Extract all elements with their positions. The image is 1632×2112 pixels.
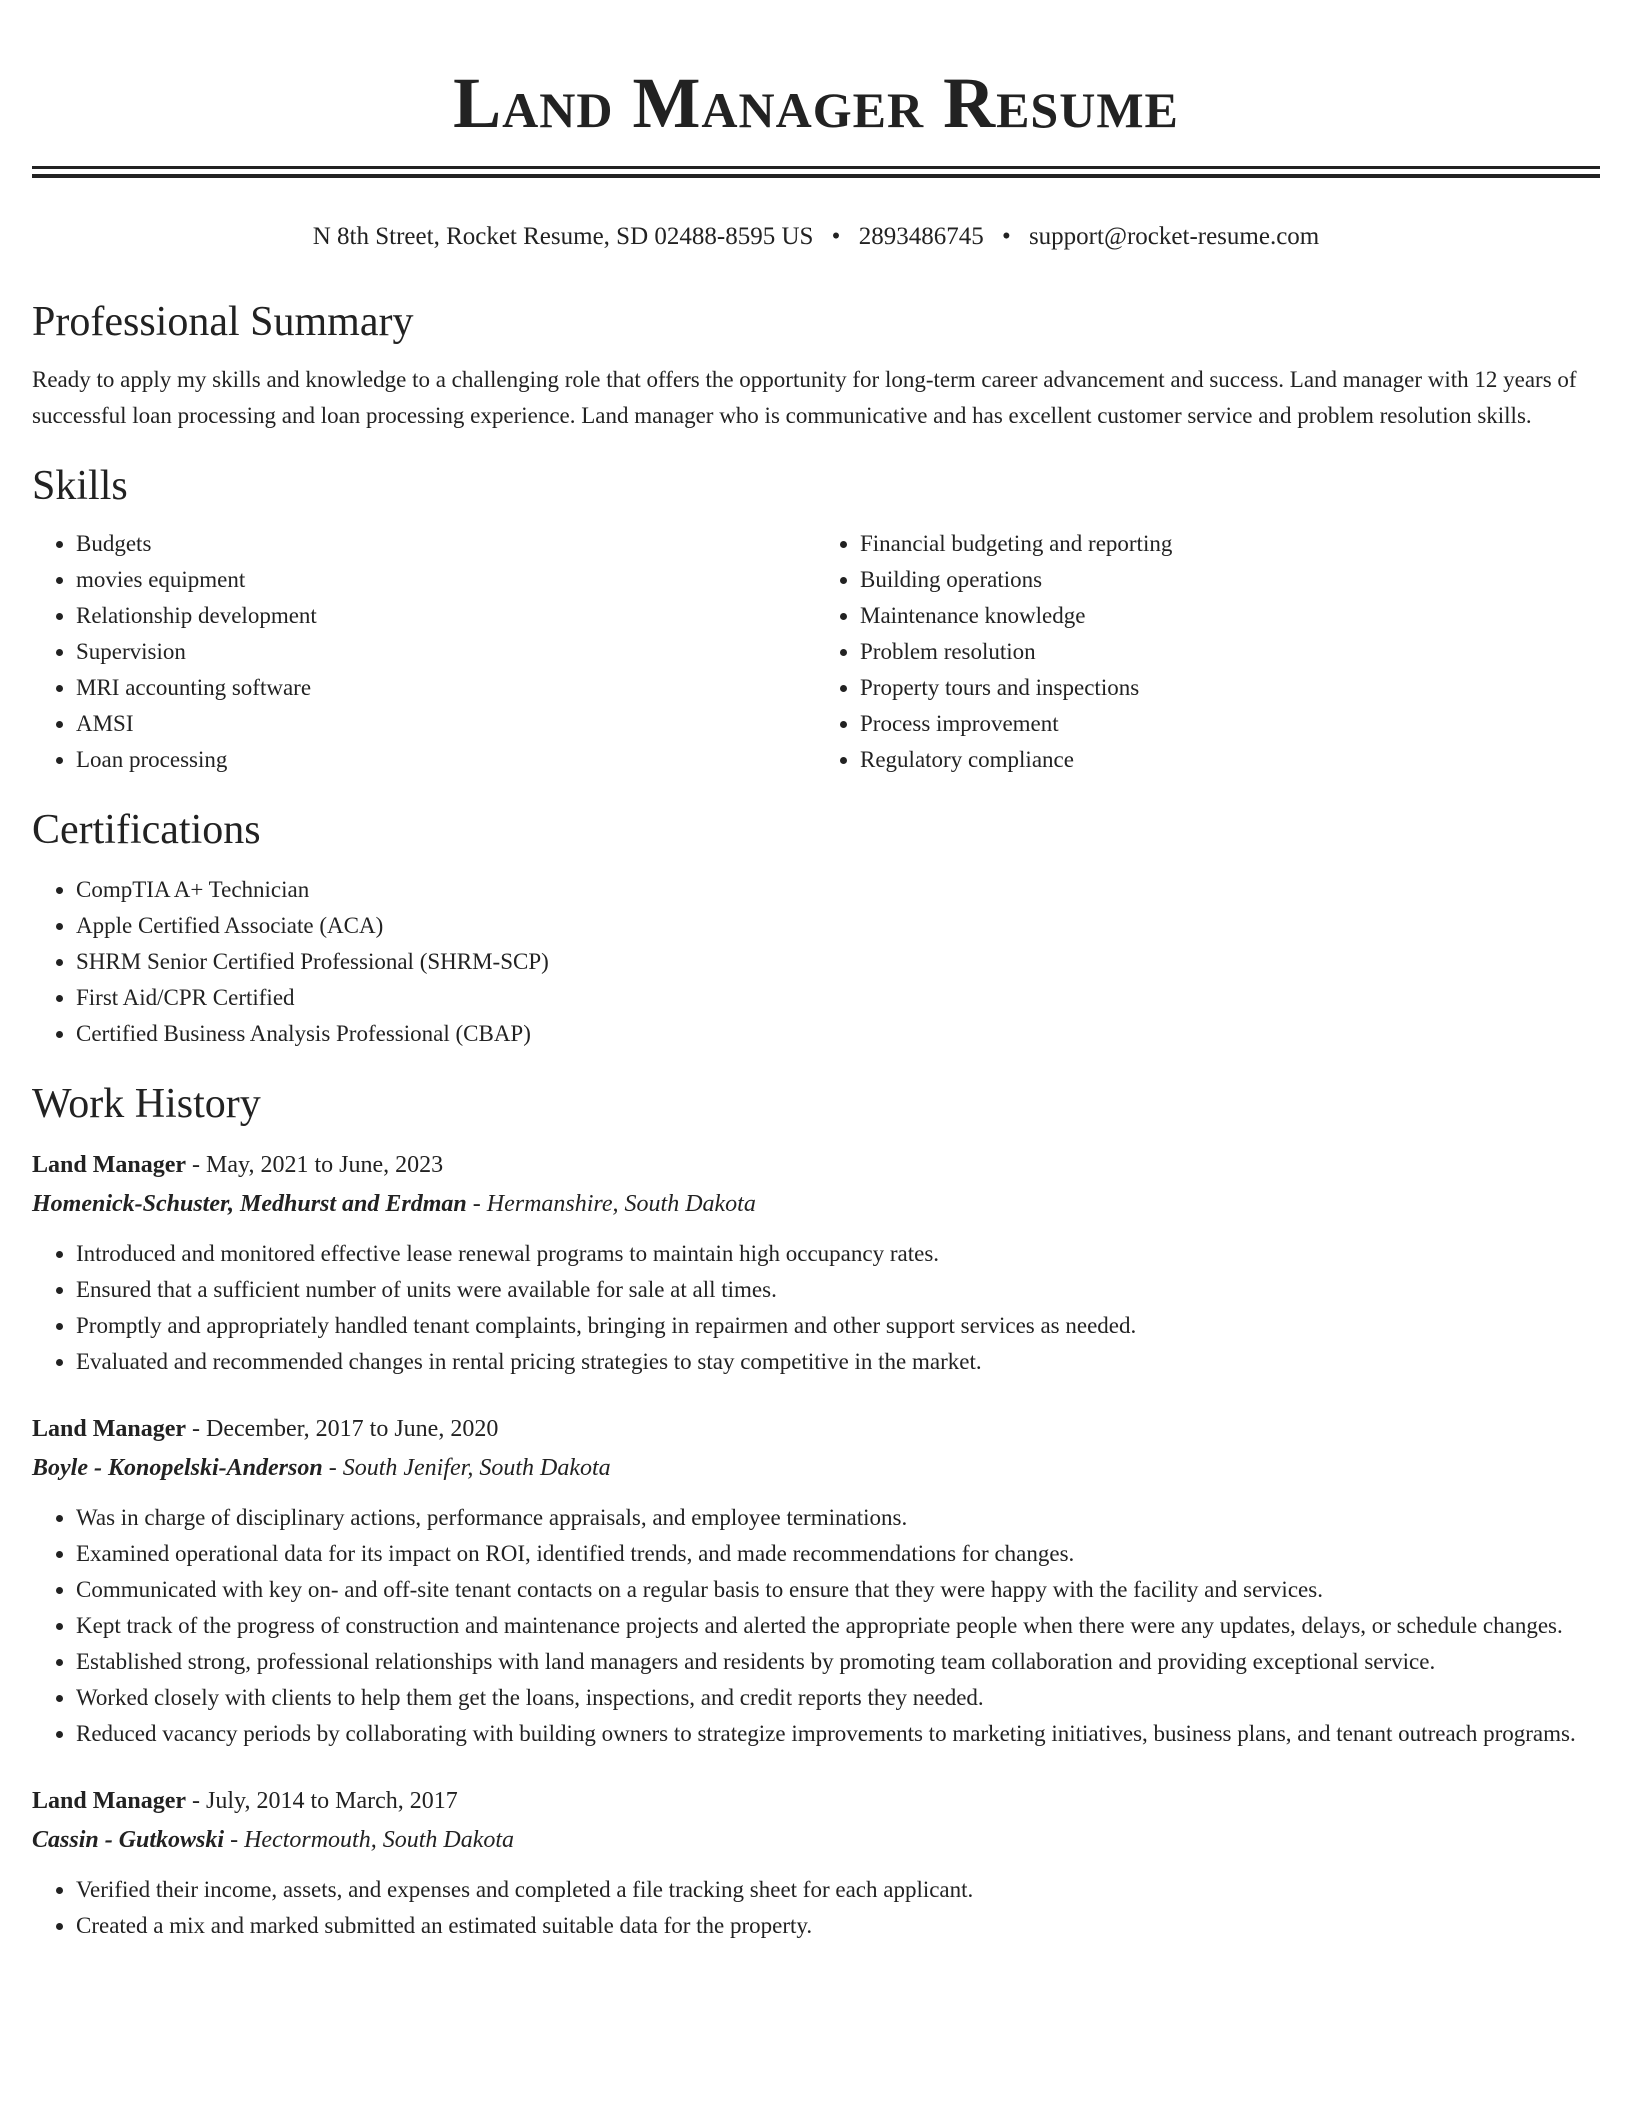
certifications-heading: Certifications [32, 807, 261, 853]
job-duty: • Communicated with key on- and off-site tenant contacts on a regular basis to ensure that they were happy with the facility and services. [76, 1572, 1600, 1608]
skill-item: • movies equipment [76, 562, 816, 598]
skill-item: • MRI accounting software [76, 670, 816, 706]
job-company-line: Homenick-Schuster, Medhurst and Erdman - Hermanshire, South Dakota [32, 1191, 756, 1217]
page-title: Land Manager Resume [453, 63, 1179, 143]
certification-item: • SHRM Senior Certified Professional (SHRM-SCP) [76, 944, 1600, 980]
skills-list-right [816, 526, 1600, 778]
job-title-line: Land Manager - December, 2017 to June, 2020 [32, 1416, 499, 1442]
summary-section [32, 294, 1600, 434]
job-duty: • Promptly and appropriately handled tenant complaints, bringing in repairmen and other support services as needed. [76, 1308, 1600, 1344]
skill-item: • Loan processing [76, 742, 816, 778]
skills-columns [32, 526, 1600, 778]
certifications-list [32, 872, 1600, 1052]
certification-item: • First Aid/CPR Certified [76, 980, 1600, 1016]
job-title: Land Manager [32, 1416, 187, 1442]
work-history-section [32, 1076, 1600, 1944]
job-company: Homenick-Schuster, Medhurst and Erdman [32, 1191, 467, 1217]
skill-item: • Problem resolution [860, 634, 1600, 670]
summary-text: Ready to apply my skills and knowledge to a challenging role that offers the opportunity for long-term career advancement and success. Land manager with 12 years of successful loan processing and loan processing experience. Land manager who is communicative and has excellent customer service and problem resolution skills. [32, 367, 1577, 428]
job-title: Land Manager [32, 1152, 187, 1178]
job-duty: • Worked closely with clients to help them get the loans, inspections, and credit reports they needed. [76, 1680, 1600, 1716]
skill-item: • Building operations [860, 562, 1600, 598]
job-duty: • Ensured that a sufficient number of units were available for sale at all times. [76, 1272, 1600, 1308]
skill-item: • Process improvement [860, 706, 1600, 742]
job-duty: • Reduced vacancy periods by collaborating with building owners to strategize improvements to marketing initiatives, business plans, and tenant outreach programs. [76, 1716, 1600, 1752]
summary-heading: Professional Summary [32, 299, 414, 345]
job-duty: • Introduced and monitored effective lease renewal programs to maintain high occupancy rates. [76, 1236, 1600, 1272]
job-dates: December, 2017 to June, 2020 [206, 1416, 499, 1442]
job-company: Cassin - Gutkowski [32, 1827, 225, 1853]
certification-item: • Certified Business Analysis Professional (CBAP) [76, 1016, 1600, 1052]
skill-item: • Budgets [76, 526, 816, 562]
skill-item: • Supervision [76, 634, 816, 670]
job-duty: • Kept track of the progress of construction and maintenance projects and alerted the appropriate people when there were any updates, delays, or schedule changes. [76, 1608, 1600, 1644]
skills-list-left [32, 526, 816, 778]
job-duty: • Verified their income, assets, and expenses and completed a file tracking sheet for each applicant. [76, 1872, 1600, 1908]
job-duties-list [32, 1872, 1600, 1944]
work-history-heading: Work History [32, 1081, 261, 1127]
job-duty: • Examined operational data for its impact on ROI, identified trends, and made recommendations for changes. [76, 1536, 1600, 1572]
contact-phone: 2893486745 [858, 223, 984, 250]
title-divider [32, 166, 1600, 178]
job-duty: • Established strong, professional relationships with land managers and residents by promoting team collaboration and providing exceptional service. [76, 1644, 1600, 1680]
contact-separator: • [1001, 223, 1011, 250]
job-location: Hectormouth, South Dakota [244, 1827, 515, 1853]
skill-item: • Regulatory compliance [860, 742, 1600, 778]
contact-address: N 8th Street, Rocket Resume, SD 02488-8595 US [312, 223, 814, 250]
job-location: Hermanshire, South Dakota [486, 1191, 756, 1217]
job-duty: • Created a mix and marked submitted an estimated suitable data for the property. [76, 1908, 1600, 1944]
certification-item: • CompTIA A+ Technician [76, 872, 1600, 908]
certifications-section [32, 802, 1600, 1052]
job-duty: • Evaluated and recommended changes in rental pricing strategies to stay competitive in the market. [76, 1344, 1600, 1380]
job-dates: May, 2021 to June, 2023 [206, 1152, 444, 1178]
skills-section [32, 458, 1600, 778]
job-entry [32, 1410, 1600, 1752]
job-title-line: Land Manager - May, 2021 to June, 2023 [32, 1152, 444, 1178]
job-company-line: Boyle - Konopelski-Anderson - South Jenifer, South Dakota [32, 1455, 611, 1481]
skill-item: • Property tours and inspections [860, 670, 1600, 706]
contact-separator: • [831, 223, 841, 250]
skill-item: • Maintenance knowledge [860, 598, 1600, 634]
skill-item: • Relationship development [76, 598, 816, 634]
job-duty: • Was in charge of disciplinary actions, performance appraisals, and employee terminations. [76, 1500, 1600, 1536]
job-entry [32, 1782, 1600, 1944]
job-duties-list [32, 1236, 1600, 1380]
job-company: Boyle - Konopelski-Anderson [32, 1455, 323, 1481]
contact-line [32, 220, 1600, 254]
job-duties-list [32, 1500, 1600, 1752]
job-title: Land Manager [32, 1788, 187, 1814]
skill-item: • AMSI [76, 706, 816, 742]
job-entry [32, 1146, 1600, 1380]
contact-email: support@rocket-resume.com [1028, 223, 1320, 250]
resume-page [32, 0, 1600, 1944]
certification-item: • Apple Certified Associate (ACA) [76, 908, 1600, 944]
job-title-line: Land Manager - July, 2014 to March, 2017 [32, 1788, 458, 1814]
job-dates: July, 2014 to March, 2017 [206, 1788, 458, 1814]
skill-item: • Financial budgeting and reporting [860, 526, 1600, 562]
job-company-line: Cassin - Gutkowski - Hectormouth, South Dakota [32, 1827, 515, 1853]
skills-heading: Skills [32, 463, 128, 509]
job-location: South Jenifer, South Dakota [342, 1455, 611, 1481]
